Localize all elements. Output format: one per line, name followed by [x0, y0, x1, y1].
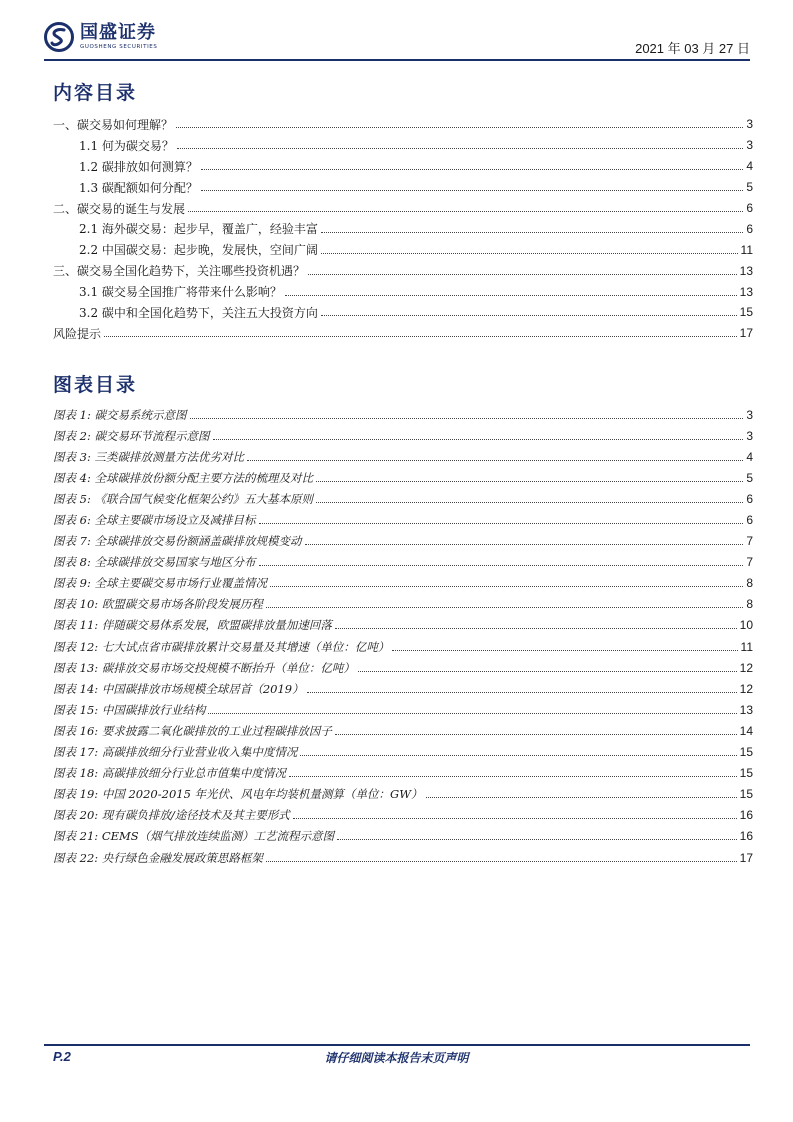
figure-entry[interactable]	[53, 615, 753, 636]
figure-entry-page: 8	[746, 597, 753, 612]
dot-leader	[213, 439, 744, 440]
toc-entry-page: 11	[738, 243, 753, 257]
toc-entry-label: 2.1 海外碳交易：起步早，覆盖广，经验丰富	[53, 220, 321, 237]
dot-leader	[176, 127, 743, 128]
figures-title: 图表目录	[53, 374, 138, 396]
figure-entry-label: 图表 8: 全球碳排放交易国家与地区分布	[53, 555, 256, 570]
toc-entry[interactable]	[53, 177, 753, 198]
figure-entry-page: 11	[740, 639, 753, 654]
toc-entry[interactable]	[53, 156, 753, 177]
toc-entry-page: 4	[743, 159, 753, 173]
toc-entry[interactable]	[53, 323, 753, 344]
dot-leader	[300, 755, 736, 756]
figure-entry-page: 17	[739, 850, 753, 865]
toc-entry[interactable]	[53, 260, 753, 281]
figure-entry-label: 图表 1: 碳交易系统示意图	[53, 407, 187, 422]
dot-leader	[321, 232, 743, 233]
logo-mark-icon	[44, 22, 74, 52]
figure-entry-label: 图表 16: 要求披露二氧化碳排放的工业过程碳排放因子	[53, 723, 332, 738]
figure-entry-label: 图表 22: 央行绿色金融发展政策思路框架	[53, 850, 263, 865]
figure-entry-label: 图表 18: 高碳排放细分行业总市值集中度情况	[53, 766, 286, 781]
figure-entry[interactable]	[53, 488, 753, 509]
figure-entry-label: 图表 6: 全球主要碳市场设立及减排目标	[53, 513, 256, 528]
dot-leader	[293, 818, 737, 819]
figure-entry-page: 4	[746, 449, 753, 464]
toc-entry[interactable]	[53, 218, 753, 239]
dot-leader	[316, 502, 743, 503]
footer-divider	[44, 1044, 750, 1046]
logo-name-en: GUOSHENG SECURITIES	[80, 44, 158, 50]
dot-leader	[104, 336, 737, 337]
dot-leader	[270, 586, 743, 587]
figure-entry-page: 12	[739, 660, 753, 675]
toc-entry[interactable]	[53, 198, 753, 219]
company-logo	[44, 22, 157, 56]
toc-entry-label: 三、碳交易全国化趋势下，关注哪些投资机遇？	[53, 262, 308, 279]
dot-leader	[358, 671, 737, 672]
toc-entry-label: 风险提示	[53, 325, 104, 342]
dot-leader	[188, 211, 743, 212]
dot-leader	[321, 315, 737, 316]
figure-entry[interactable]	[53, 657, 753, 678]
toc-entry-page: 5	[743, 180, 753, 194]
figure-entry[interactable]	[53, 446, 753, 467]
page-number: P.2	[53, 1049, 71, 1064]
figure-entry[interactable]	[53, 784, 753, 805]
dot-leader	[259, 565, 744, 566]
toc-entry[interactable]	[53, 302, 753, 323]
dot-leader	[335, 734, 737, 735]
figure-entry-label: 图表 19: 中国 2020-2015 年光伏、风电年均装机量测算（单位：GW）	[53, 787, 423, 802]
figure-entry[interactable]	[53, 573, 753, 594]
toc-entry-page: 3	[743, 117, 753, 131]
figure-entry-label: 图表 14: 中国碳排放市场规模全球居首（2019）	[53, 681, 304, 696]
dot-leader	[289, 776, 737, 777]
toc-entry[interactable]	[53, 135, 753, 156]
figure-entry[interactable]	[53, 404, 753, 425]
figure-entry[interactable]	[53, 699, 753, 720]
figure-entry[interactable]	[53, 742, 753, 763]
figure-entry-page: 15	[739, 766, 753, 781]
figure-entry-label: 图表 13: 碳排放交易市场交投规模不断抬升（单位：亿吨）	[53, 660, 355, 675]
dot-leader	[247, 460, 743, 461]
figure-entry-label: 图表 21: CEMS（烟气排放连续监测）工艺流程示意图	[53, 829, 335, 844]
toc-entry-page: 6	[743, 222, 753, 236]
figure-entry-label: 图表 10: 欧盟碳交易市场各阶段发展历程	[53, 597, 263, 612]
figure-entry-label: 图表 11: 伴随碳交易体系发展，欧盟碳排放量加速回落	[53, 618, 332, 633]
toc-entry-page: 3	[743, 138, 753, 152]
footer-disclaimer: 请仔细阅读本报告末页声明	[324, 1051, 469, 1065]
dot-leader	[308, 274, 737, 275]
toc-entry-label: 一、碳交易如何理解？	[53, 116, 176, 133]
figure-entry[interactable]	[53, 467, 753, 488]
figure-entry-label: 图表 2: 碳交易环节流程示意图	[53, 428, 210, 443]
dot-leader	[266, 607, 743, 608]
toc-entry-label: 2.2 中国碳交易：起步晚，发展快，空间广阔	[53, 241, 321, 258]
toc-entry-label: 3.1 碳交易全国推广将带来什么影响？	[53, 283, 285, 300]
figure-entry-page: 12	[739, 681, 753, 696]
figure-entry-label: 图表 20: 现有碳负排放/途径技术及其主要形式	[53, 808, 290, 823]
figure-entry-label: 图表 4: 全球碳排放份额分配主要方法的梳理及对比	[53, 470, 313, 485]
figure-entry-page: 6	[746, 491, 753, 506]
dot-leader	[316, 481, 743, 482]
figure-entry-page: 14	[739, 723, 753, 738]
toc-entry[interactable]	[53, 281, 753, 302]
figure-entry-label: 图表 7: 全球碳排放交易份额涵盖碳排放规模变动	[53, 534, 302, 549]
figure-entry-page: 15	[739, 787, 753, 802]
dot-leader	[426, 797, 737, 798]
figure-entry[interactable]	[53, 594, 753, 615]
figure-entry-page: 3	[746, 407, 753, 422]
toc-entry[interactable]	[53, 114, 753, 135]
figure-entry[interactable]	[53, 678, 753, 699]
dot-leader	[392, 650, 737, 651]
figure-entry-page: 13	[739, 702, 753, 717]
dot-leader	[305, 544, 744, 545]
toc-entry-label: 1.1 何为碳交易？	[53, 137, 177, 154]
toc-list	[53, 114, 753, 344]
figure-entry-page: 7	[746, 555, 753, 570]
dot-leader	[307, 692, 737, 693]
figure-entry[interactable]	[53, 847, 753, 868]
logo-name-cn: 国盛证券	[80, 22, 156, 43]
toc-entry-page: 13	[737, 264, 753, 278]
toc-entry-page: 6	[743, 201, 753, 215]
figure-entry-label: 图表 9: 全球主要碳交易市场行业覆盖情况	[53, 576, 268, 591]
toc-title: 内容目录	[53, 82, 138, 104]
page-header	[44, 18, 750, 60]
figure-entry[interactable]	[53, 531, 753, 552]
toc-entry-label: 3.2 碳中和全国化趋势下，关注五大投资方向	[53, 304, 321, 321]
figure-entry[interactable]	[53, 509, 753, 530]
figure-entry-label: 图表 3: 三类碳排放测量方法优劣对比	[53, 449, 245, 464]
report-date: 2021 年 03 月 27 日	[635, 41, 750, 56]
figure-entry-page: 8	[746, 576, 753, 591]
figure-entry-label: 图表 12: 七大试点省市碳排放累计交易量及其增速（单位：亿吨）	[53, 639, 390, 654]
dot-leader	[321, 253, 738, 254]
figure-entry-page: 16	[739, 829, 753, 844]
toc-entry-page: 17	[737, 326, 753, 340]
figure-entry-label: 图表 5: 《联合国气候变化框架公约》五大基本原则	[53, 491, 313, 506]
toc-entry-page: 15	[737, 305, 753, 319]
header-divider	[44, 59, 750, 61]
dot-leader	[335, 628, 737, 629]
dot-leader	[259, 523, 744, 524]
dot-leader	[201, 190, 743, 191]
figure-entry-page: 6	[746, 513, 753, 528]
dot-leader	[177, 148, 743, 149]
dot-leader	[337, 839, 736, 840]
dot-leader	[190, 418, 744, 419]
figure-entry[interactable]	[53, 636, 753, 657]
dot-leader	[285, 295, 737, 296]
figure-entry[interactable]	[53, 425, 753, 446]
figure-entry-label: 图表 15: 中国碳排放行业结构	[53, 702, 206, 717]
figure-entry-page: 10	[739, 618, 753, 633]
toc-entry-label: 1.2 碳排放如何测算？	[53, 158, 201, 175]
toc-entry-label: 1.3 碳配额如何分配？	[53, 179, 201, 196]
figure-entry[interactable]	[53, 805, 753, 826]
dot-leader	[266, 861, 737, 862]
dot-leader	[201, 169, 743, 170]
figure-entry[interactable]	[53, 763, 753, 784]
toc-entry[interactable]	[53, 239, 753, 260]
figure-entry[interactable]	[53, 826, 753, 847]
figures-list	[53, 404, 753, 868]
figure-entry-page: 16	[739, 808, 753, 823]
figure-entry-label: 图表 17: 高碳排放细分行业营业收入集中度情况	[53, 745, 298, 760]
toc-entry-label: 二、碳交易的诞生与发展	[53, 200, 188, 217]
figure-entry-page: 15	[739, 745, 753, 760]
figure-entry-page: 3	[746, 428, 753, 443]
figure-entry-page: 7	[746, 534, 753, 549]
dot-leader	[208, 713, 736, 714]
figure-entry[interactable]	[53, 552, 753, 573]
figure-entry-page: 5	[746, 470, 753, 485]
toc-entry-page: 13	[737, 285, 753, 299]
figure-entry[interactable]	[53, 720, 753, 741]
